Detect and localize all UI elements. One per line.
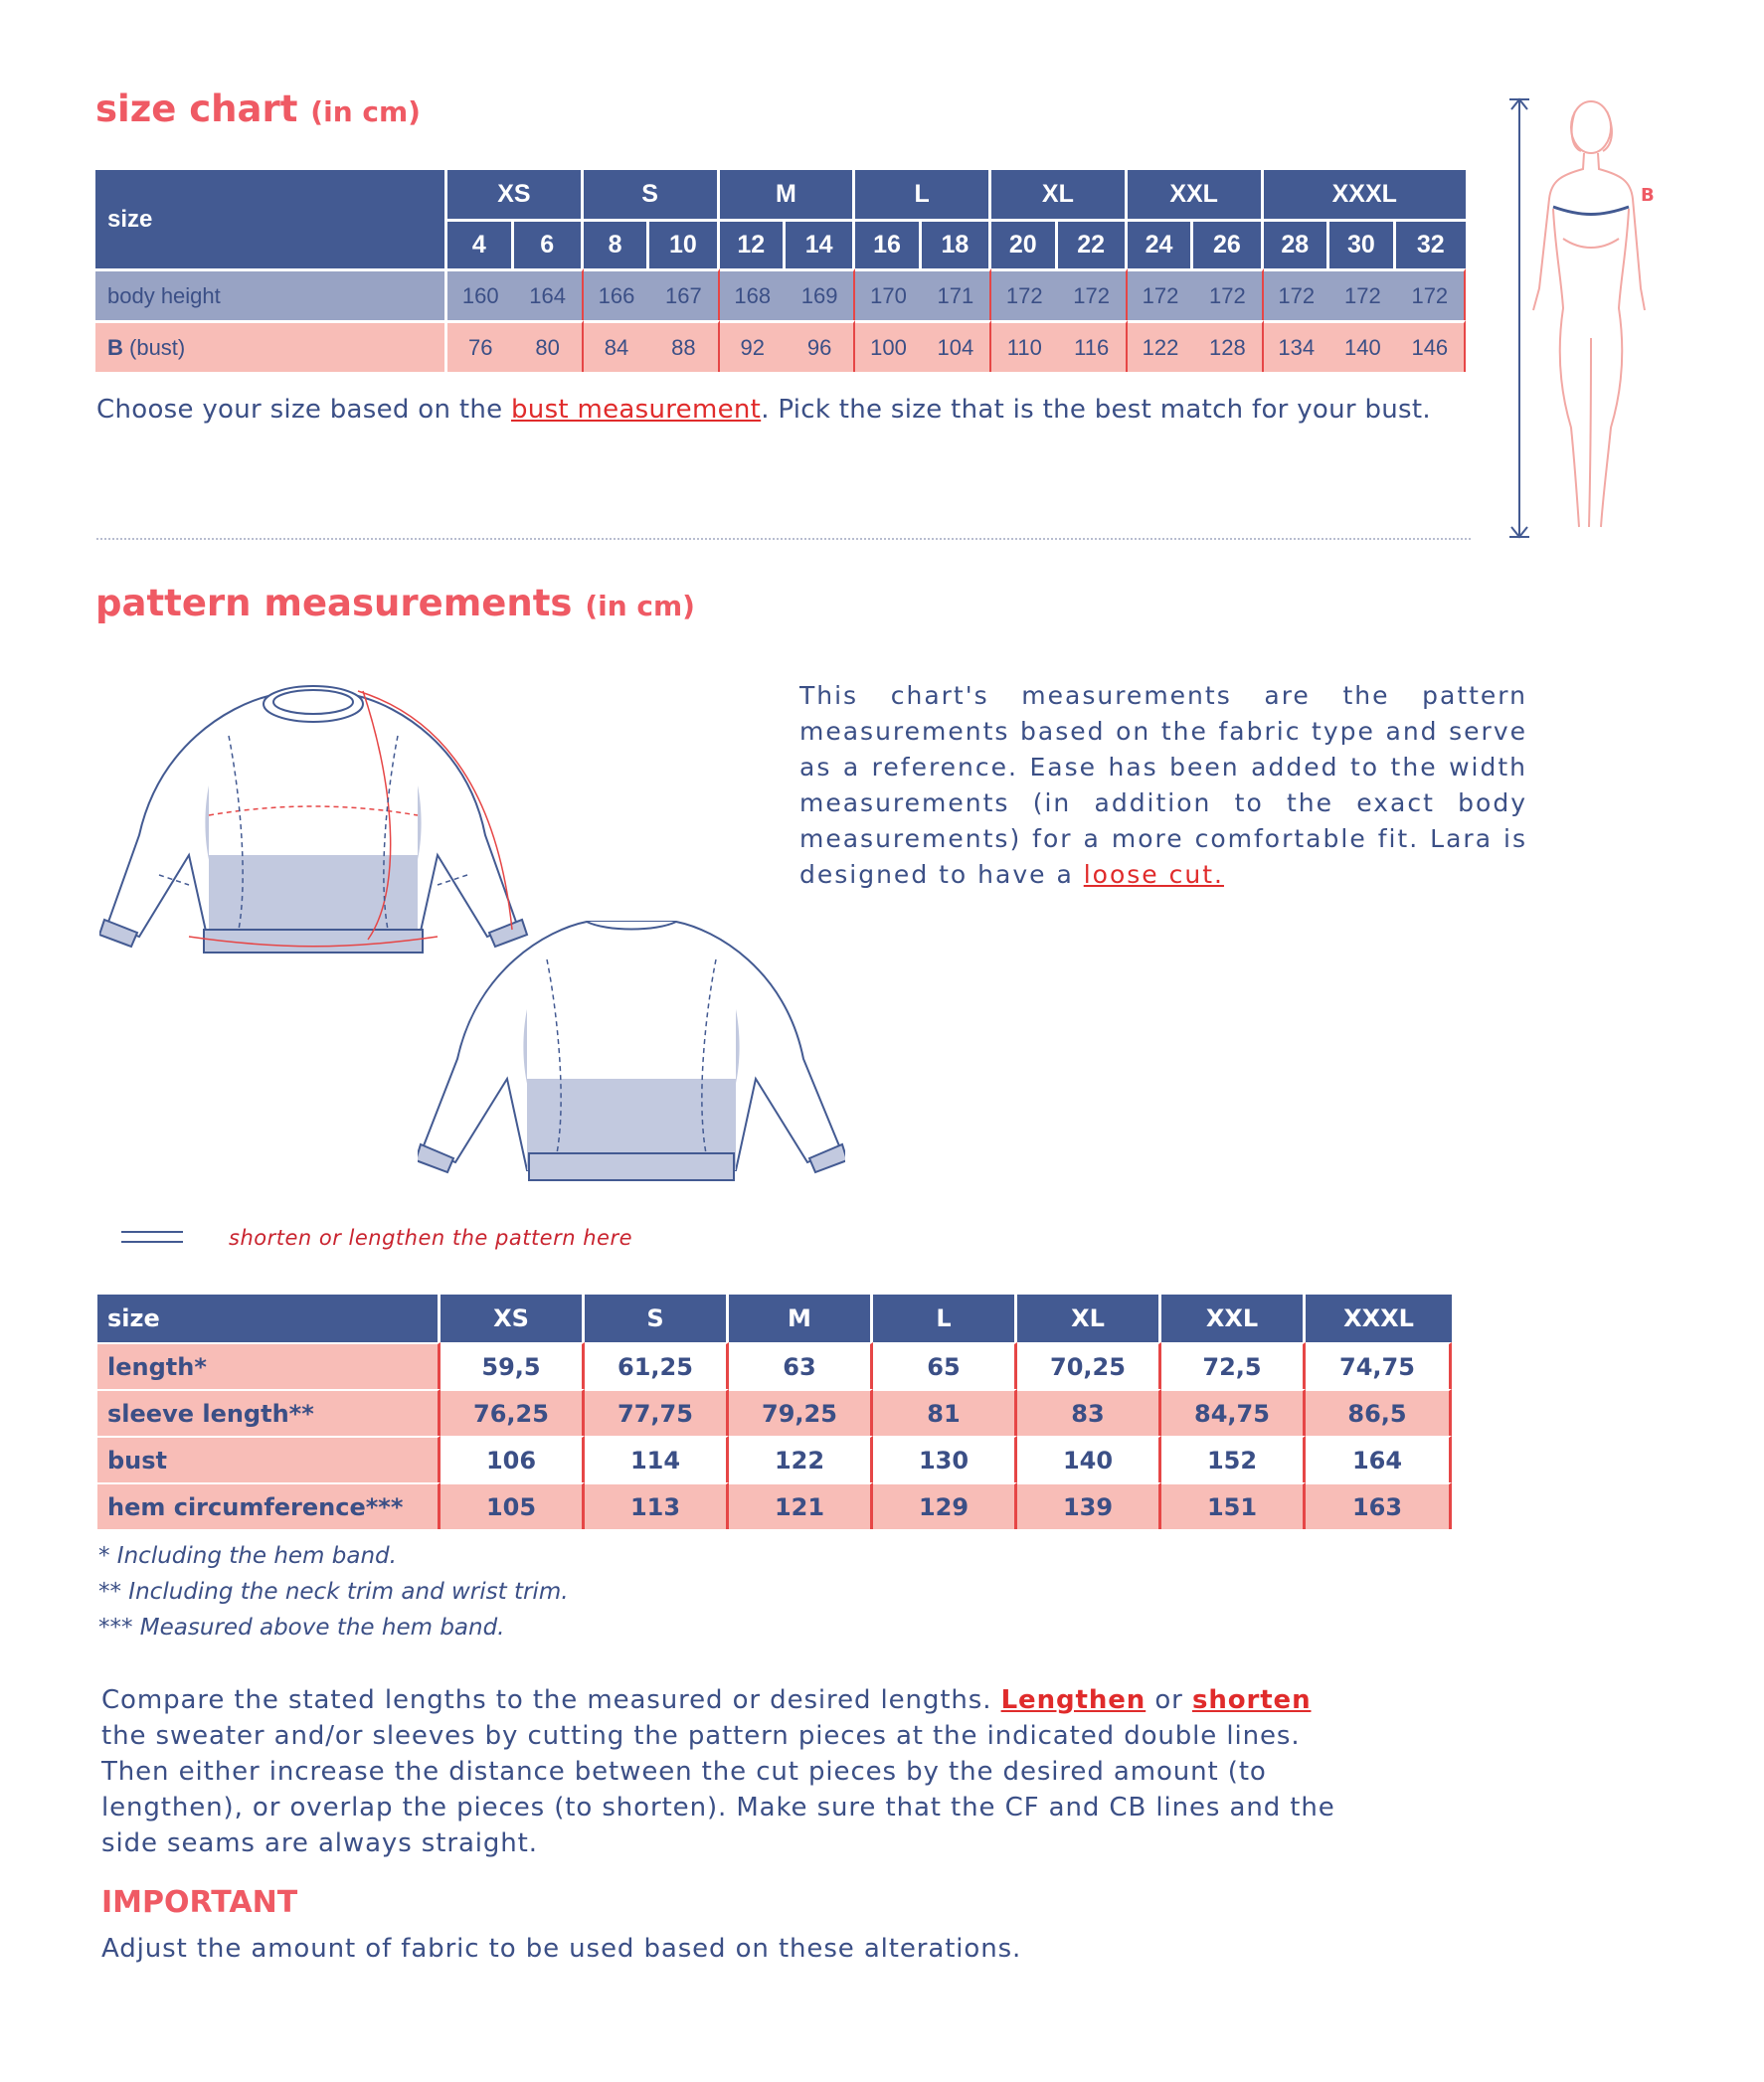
table-cell: 151 bbox=[1161, 1482, 1306, 1529]
bust-cell: 104 bbox=[922, 320, 991, 372]
bust-label-text: (bust) bbox=[122, 334, 186, 360]
footnote-3: *** Measured above the hem band. bbox=[98, 1615, 505, 1641]
table-cell: 163 bbox=[1306, 1482, 1452, 1529]
bust-cell: 140 bbox=[1329, 320, 1396, 372]
pattern-size-cell: XS bbox=[441, 1295, 585, 1342]
size-number-cell: 18 bbox=[922, 222, 991, 268]
body-height-cell: 172 bbox=[1396, 268, 1466, 320]
size-header-cell: size bbox=[95, 170, 447, 268]
body-height-label: body height bbox=[95, 268, 447, 320]
table-cell: 140 bbox=[1017, 1436, 1161, 1482]
table-cell: 81 bbox=[873, 1389, 1017, 1436]
table-cell: 59,5 bbox=[441, 1342, 585, 1389]
table-cell: 76,25 bbox=[441, 1389, 585, 1436]
size-number-cell: 22 bbox=[1058, 222, 1128, 268]
row-label-bust: bust bbox=[97, 1436, 441, 1482]
important-text: Adjust the amount of fabric to be used based on these alterations. bbox=[101, 1934, 1022, 1964]
table-cell: 70,25 bbox=[1017, 1342, 1161, 1389]
bust-label bbox=[95, 320, 447, 372]
double-line-legend-icon bbox=[121, 1231, 183, 1243]
pattern-title bbox=[95, 582, 695, 624]
lengthen-link[interactable]: Lengthen bbox=[1000, 1685, 1147, 1715]
body-height-cell: 160 bbox=[447, 268, 514, 320]
table-cell: 79,25 bbox=[729, 1389, 873, 1436]
loose-cut-link[interactable]: loose cut. bbox=[1083, 860, 1224, 889]
bust-cell: 96 bbox=[786, 320, 855, 372]
size-group-cell: XS bbox=[447, 170, 584, 222]
pattern-size-cell: L bbox=[873, 1295, 1017, 1342]
body-height-cell: 169 bbox=[786, 268, 855, 320]
bust-row bbox=[95, 320, 1466, 372]
table-cell: 77,75 bbox=[585, 1389, 729, 1436]
important-title: IMPORTANT bbox=[101, 1885, 298, 1920]
body-height-cell: 172 bbox=[1193, 268, 1263, 320]
bust-cell: 122 bbox=[1128, 320, 1194, 372]
size-chart-table bbox=[95, 170, 1466, 372]
body-height-cell: 172 bbox=[1058, 268, 1128, 320]
size-number-cell: 26 bbox=[1193, 222, 1263, 268]
body-figure-illustration bbox=[1492, 89, 1671, 547]
size-number-cell: 6 bbox=[514, 222, 584, 268]
footnote-2: ** Including the neck trim and wrist trim. bbox=[98, 1579, 569, 1605]
body-height-row bbox=[95, 268, 1466, 320]
size-chart-unit: (in cm) bbox=[310, 95, 421, 128]
table-row bbox=[97, 1389, 1452, 1436]
size-number-cell: 24 bbox=[1128, 222, 1194, 268]
pattern-description-text: This chart's measurements are the pattern measurements based on the fabric type and serve as a reference. Ease has been added to the width measurements (in addition to the exact body measurements) for a more comfortable fit. Lara is designed to have a bbox=[799, 681, 1527, 889]
body-height-cell: 170 bbox=[855, 268, 922, 320]
size-note-text-2: . Pick the size that is the best match for your bust. bbox=[761, 395, 1431, 425]
table-cell: 61,25 bbox=[585, 1342, 729, 1389]
size-group-cell: XL bbox=[991, 170, 1128, 222]
row-label-length: length* bbox=[97, 1342, 441, 1389]
pattern-size-cell: XXXL bbox=[1306, 1295, 1452, 1342]
size-note-text-1: Choose your size based on the bbox=[96, 395, 511, 425]
size-group-row bbox=[95, 170, 1466, 222]
bust-cell: 92 bbox=[720, 320, 787, 372]
body-height-cell: 172 bbox=[1128, 268, 1194, 320]
table-cell: 121 bbox=[729, 1482, 873, 1529]
bust-label-letter: B bbox=[107, 334, 123, 360]
size-number-cell: 12 bbox=[720, 222, 787, 268]
size-chart-title bbox=[95, 87, 421, 130]
table-cell: 72,5 bbox=[1161, 1342, 1306, 1389]
table-cell: 122 bbox=[729, 1436, 873, 1482]
row-label-hem-circumference: hem circumference*** bbox=[97, 1482, 441, 1529]
size-number-cell: 8 bbox=[584, 222, 650, 268]
figure-marker-b: B bbox=[1641, 185, 1655, 206]
pattern-measurements-table bbox=[97, 1295, 1452, 1529]
compare-text-1: Compare the stated lengths to the measured or desired lengths. bbox=[101, 1685, 1001, 1715]
size-number-cell: 28 bbox=[1264, 222, 1330, 268]
body-height-cell: 164 bbox=[514, 268, 584, 320]
bust-measurement-link[interactable]: bust measurement bbox=[511, 395, 762, 425]
body-height-cell: 172 bbox=[1264, 268, 1330, 320]
pattern-header-row bbox=[97, 1295, 1452, 1342]
body-height-cell: 166 bbox=[584, 268, 650, 320]
table-cell: 106 bbox=[441, 1436, 585, 1482]
body-height-cell: 168 bbox=[720, 268, 787, 320]
body-height-cell: 167 bbox=[649, 268, 719, 320]
bust-cell: 116 bbox=[1058, 320, 1128, 372]
size-group-cell: L bbox=[855, 170, 991, 222]
table-row bbox=[97, 1482, 1452, 1529]
size-number-cell: 10 bbox=[649, 222, 719, 268]
bust-cell: 80 bbox=[514, 320, 584, 372]
size-number-cell: 16 bbox=[855, 222, 922, 268]
pattern-title-unit: (in cm) bbox=[585, 590, 695, 622]
table-cell: 65 bbox=[873, 1342, 1017, 1389]
table-cell: 152 bbox=[1161, 1436, 1306, 1482]
body-height-cell: 171 bbox=[922, 268, 991, 320]
size-number-cell: 20 bbox=[991, 222, 1058, 268]
compare-text-2: or bbox=[1146, 1685, 1192, 1715]
size-number-cell: 14 bbox=[786, 222, 855, 268]
size-group-cell: XXXL bbox=[1264, 170, 1467, 222]
size-group-cell: M bbox=[720, 170, 856, 222]
size-group-cell: S bbox=[584, 170, 720, 222]
shorten-link[interactable]: shorten bbox=[1191, 1685, 1312, 1715]
size-number-cell: 4 bbox=[447, 222, 514, 268]
section-divider bbox=[96, 538, 1471, 540]
table-cell: 129 bbox=[873, 1482, 1017, 1529]
body-height-cell: 172 bbox=[991, 268, 1058, 320]
table-cell: 164 bbox=[1306, 1436, 1452, 1482]
sweater-back-illustration bbox=[418, 910, 845, 1188]
pattern-size-cell: M bbox=[729, 1295, 873, 1342]
size-number-cell: 30 bbox=[1329, 222, 1396, 268]
size-group-cell: XXL bbox=[1128, 170, 1264, 222]
pattern-description bbox=[799, 678, 1527, 893]
table-cell: 84,75 bbox=[1161, 1389, 1306, 1436]
bust-cell: 84 bbox=[584, 320, 650, 372]
compare-text-3: the sweater and/or sleeves by cutting the pattern pieces at the indicated double lines. Then either increase the distance between the cut pieces by the desired amount (to lengthen), or overlap the pieces (to shorten). Make sure that the CF and CB lines and the side seams are always straight. bbox=[101, 1721, 1335, 1858]
table-row bbox=[97, 1342, 1452, 1389]
body-height-cell: 172 bbox=[1329, 268, 1396, 320]
pattern-size-header: size bbox=[97, 1295, 441, 1342]
bust-cell: 146 bbox=[1396, 320, 1466, 372]
table-cell: 63 bbox=[729, 1342, 873, 1389]
bust-cell: 134 bbox=[1264, 320, 1330, 372]
bust-cell: 76 bbox=[447, 320, 514, 372]
pattern-size-cell: XL bbox=[1017, 1295, 1161, 1342]
row-label-sleeve-length: sleeve length** bbox=[97, 1389, 441, 1436]
pattern-size-cell: S bbox=[585, 1295, 729, 1342]
footnote-1: * Including the hem band. bbox=[98, 1543, 397, 1569]
table-cell: 130 bbox=[873, 1436, 1017, 1482]
compare-paragraph bbox=[101, 1682, 1356, 1861]
table-cell: 113 bbox=[585, 1482, 729, 1529]
table-cell: 83 bbox=[1017, 1389, 1161, 1436]
bust-cell: 88 bbox=[649, 320, 719, 372]
table-cell: 86,5 bbox=[1306, 1389, 1452, 1436]
table-cell: 139 bbox=[1017, 1482, 1161, 1529]
pattern-size-cell: XXL bbox=[1161, 1295, 1306, 1342]
table-cell: 114 bbox=[585, 1436, 729, 1482]
legend-text: shorten or lengthen the pattern here bbox=[229, 1226, 632, 1250]
size-number-cell: 32 bbox=[1396, 222, 1466, 268]
size-chart-title-text: size chart bbox=[95, 87, 298, 130]
table-cell: 74,75 bbox=[1306, 1342, 1452, 1389]
bust-cell: 100 bbox=[855, 320, 922, 372]
table-row bbox=[97, 1436, 1452, 1482]
pattern-title-text: pattern measurements bbox=[95, 582, 573, 624]
bust-cell: 128 bbox=[1193, 320, 1263, 372]
size-note bbox=[96, 392, 1431, 428]
bust-cell: 110 bbox=[991, 320, 1058, 372]
table-cell: 105 bbox=[441, 1482, 585, 1529]
